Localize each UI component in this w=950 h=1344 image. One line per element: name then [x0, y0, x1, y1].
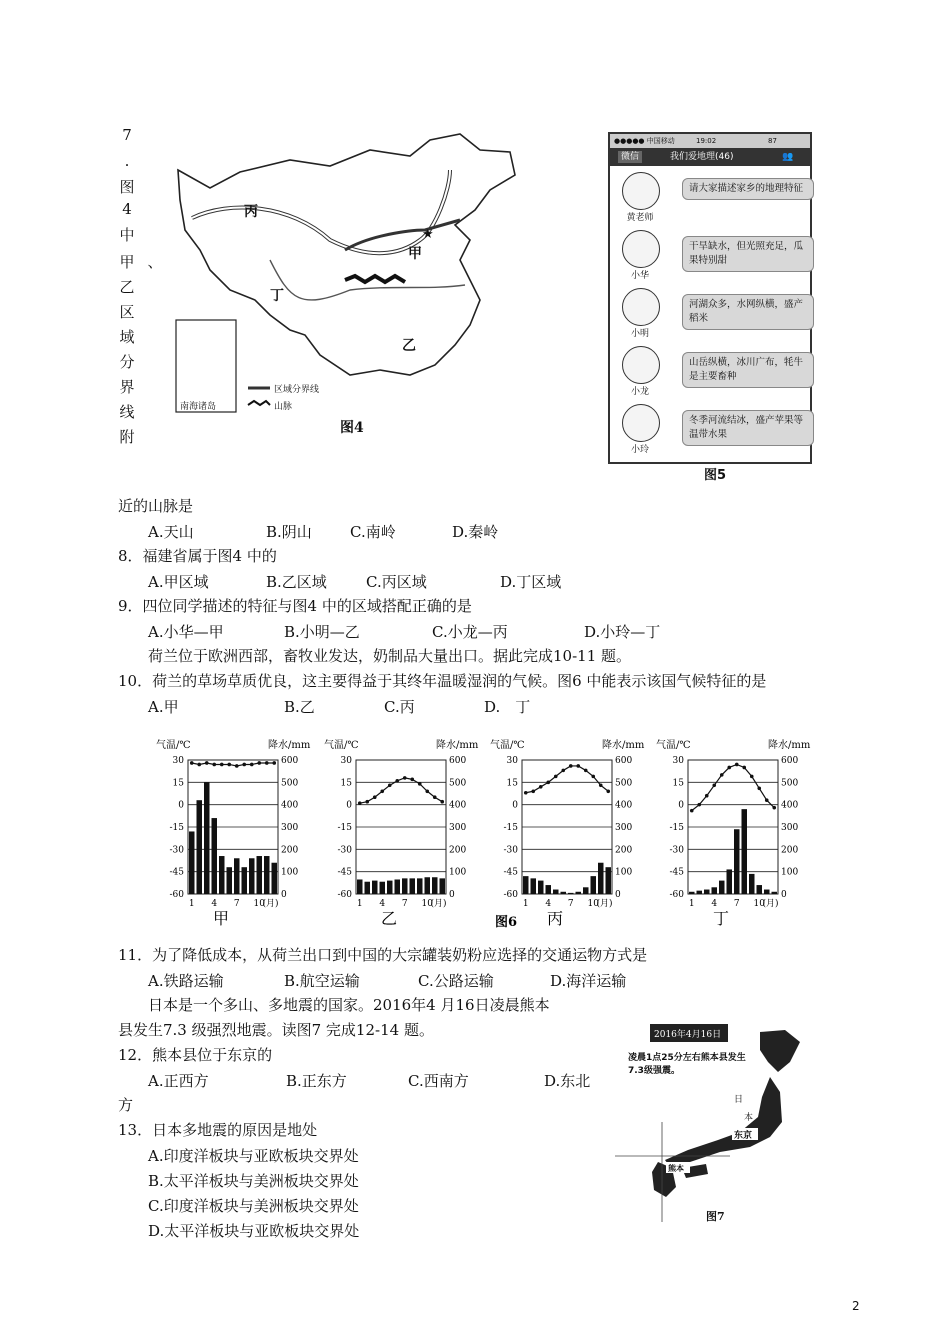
- temp-point: [250, 763, 254, 767]
- precip-bar: [764, 890, 770, 894]
- temp-point: [440, 800, 444, 804]
- precip-bar: [553, 890, 559, 894]
- temp-tick-label: -60: [337, 890, 352, 900]
- temp-point: [554, 775, 558, 779]
- japan-intro-line-2: 县发生7.3 级强烈地震。读图7 完成12-14 题。: [118, 1021, 434, 1039]
- region-boundary-line: [192, 170, 450, 253]
- temp-point: [373, 795, 377, 799]
- question-12-stem: 12．熊本县位于东京的: [118, 1046, 273, 1064]
- question-10-stem: 10．荷兰的草场草质优良，这主要得益于其终年温暖湿润的气候。图6 中能表示该国气候特征的是: [118, 672, 767, 690]
- precip-bar: [734, 829, 740, 894]
- precip-bar: [197, 800, 203, 894]
- precip-bar: [432, 877, 438, 894]
- temp-tick-label: -15: [337, 823, 352, 833]
- temp-tick-label: 15: [506, 778, 518, 789]
- temp-point: [576, 764, 580, 768]
- question-9-stem: 9．四位同学描述的特征与图4 中的区域搭配正确的是: [118, 597, 472, 615]
- q12-option: A.正西方: [148, 1072, 209, 1090]
- chart-name: 丙: [546, 909, 564, 928]
- region-yi-label: 乙: [402, 338, 416, 354]
- vertical-char: 、: [147, 253, 163, 271]
- temp-point: [190, 761, 194, 765]
- precip-bar: [402, 878, 408, 894]
- vertical-char: 4: [122, 200, 132, 218]
- vertical-char: 分: [119, 353, 135, 371]
- temp-point: [257, 761, 261, 765]
- temp-tick-label: 0: [678, 800, 684, 811]
- q8-option: B.乙区域: [266, 573, 327, 591]
- temp-point: [425, 789, 429, 793]
- temp-point: [524, 791, 528, 795]
- temp-point: [690, 809, 694, 813]
- x-tick-label: 1: [356, 899, 363, 909]
- q8-option: A.甲区域: [148, 573, 209, 591]
- precip-bar: [440, 878, 446, 894]
- status-carrier: ●●●●● 中国移动: [614, 137, 675, 145]
- temp-tick-label: 0: [178, 800, 184, 811]
- temp-tick-label: -60: [669, 890, 684, 900]
- temp-axis-label: 气温/℃: [656, 740, 691, 751]
- precip-bar: [272, 863, 278, 894]
- temp-tick-label: -15: [169, 823, 184, 833]
- precip-bar: [380, 882, 386, 894]
- temp-point: [220, 763, 224, 767]
- temp-point: [727, 766, 731, 770]
- precip-axis-label: 降水/mm: [268, 740, 311, 751]
- precip-tick-label: 0: [281, 890, 287, 900]
- precip-bar: [704, 890, 710, 894]
- mountain-range-qinling: [345, 276, 405, 282]
- x-tick-label: 7: [567, 899, 574, 909]
- q7-option: A.天山: [148, 523, 194, 541]
- precip-tick-label: 500: [615, 778, 633, 789]
- q12-option: D.东北: [544, 1072, 591, 1090]
- temp-tick-label: -15: [669, 823, 684, 833]
- precip-bar: [757, 885, 763, 894]
- precip-bar: [257, 856, 263, 894]
- temp-point: [235, 764, 239, 768]
- netherlands-intro: 荷兰位于欧洲西部，畜牧业发达，奶制品大量出口。据此完成10-11 题。: [148, 647, 632, 665]
- temp-tick-label: 15: [172, 778, 184, 789]
- q13-option: C.印度洋板块与美洲板块交界处: [148, 1197, 359, 1215]
- precip-bar: [249, 858, 255, 894]
- avatar[interactable]: [622, 230, 660, 268]
- temp-point: [569, 764, 573, 768]
- x-tick-label: 1: [188, 899, 195, 909]
- vertical-char: 线: [119, 403, 135, 421]
- avatar[interactable]: [622, 288, 660, 326]
- temp-point: [772, 806, 776, 810]
- chat-bubble: 干旱缺水，但光照充足，瓜果特别甜: [682, 236, 814, 272]
- precip-bar: [219, 856, 225, 894]
- precip-bar: [395, 879, 401, 894]
- precip-axis-label: 降水/mm: [768, 740, 811, 751]
- back-button[interactable]: 微信: [618, 151, 642, 163]
- temp-point: [735, 763, 739, 767]
- figure-7-japan-map: [610, 1022, 845, 1227]
- inset-label: 南海诸岛: [180, 402, 217, 412]
- temp-tick-label: 0: [346, 800, 352, 811]
- precip-tick-label: 300: [449, 823, 467, 833]
- precip-tick-label: 200: [449, 845, 467, 856]
- q11-option: C.公路运输: [418, 972, 494, 990]
- temp-point: [403, 776, 407, 780]
- figure-5-label: 图5: [704, 468, 727, 483]
- precip-bar: [523, 876, 529, 894]
- figure-4-label: 图4: [340, 420, 364, 436]
- precip-bar: [234, 858, 240, 894]
- q10-option: C.丙: [384, 698, 415, 716]
- precip-bar: [598, 863, 604, 894]
- temp-tick-label: -15: [503, 823, 518, 833]
- q10-option: B.乙: [284, 698, 315, 716]
- x-unit-label: (月): [762, 899, 779, 909]
- chat-bubble: 请大家描述家乡的地理特征: [682, 178, 814, 200]
- precip-tick-label: 0: [449, 890, 455, 900]
- chart-name: 甲: [212, 909, 230, 928]
- figure-6-label: 图6: [495, 915, 518, 930]
- avatar-name: 小玲: [630, 445, 649, 455]
- precip-bar: [727, 869, 733, 894]
- precip-tick-label: 600: [781, 756, 799, 766]
- precip-bar: [576, 892, 582, 894]
- temp-point: [697, 803, 701, 807]
- temp-point: [539, 785, 543, 789]
- precip-bar: [410, 878, 416, 894]
- precip-bar: [417, 878, 423, 894]
- q11-option: B.航空运输: [284, 972, 360, 990]
- x-tick-label: 7: [733, 899, 740, 909]
- temp-axis-label: 气温/℃: [324, 740, 359, 751]
- x-tick-label: 10: [753, 899, 765, 909]
- q13-option: B.太平洋板块与美洲板块交界处: [148, 1172, 359, 1190]
- temp-tick-label: 30: [506, 756, 518, 766]
- temp-tick-label: -60: [503, 890, 518, 900]
- q7-option: B.阴山: [266, 523, 312, 541]
- question-12-wrap: 方: [118, 1096, 134, 1114]
- temp-point: [757, 786, 761, 790]
- q10-option: A.甲: [148, 698, 179, 716]
- precip-tick-label: 100: [449, 867, 467, 878]
- temp-point: [720, 773, 724, 777]
- x-tick-label: 1: [522, 899, 529, 909]
- temp-point: [272, 761, 276, 765]
- q12-option: B.正东方: [286, 1072, 347, 1090]
- question-7-stem-end: 近的山脉是: [118, 497, 194, 515]
- precip-bar: [689, 892, 695, 894]
- vertical-char: 图: [119, 178, 135, 196]
- vertical-char: 附: [119, 428, 135, 446]
- precip-bar: [697, 891, 703, 894]
- region-jia-label: 甲: [408, 246, 422, 262]
- fig7-date: 2016年4月16日: [654, 1030, 722, 1040]
- precip-tick-label: 600: [281, 756, 299, 766]
- precip-bar: [387, 881, 393, 894]
- q11-option: A.铁路运输: [148, 972, 224, 990]
- temp-tick-label: -45: [669, 867, 684, 878]
- precip-bar: [425, 877, 431, 894]
- avatar[interactable]: [622, 172, 660, 210]
- chat-title: 我们爱地理(46): [670, 152, 734, 162]
- precip-bar: [546, 885, 552, 894]
- q9-option: D.小玲—丁: [584, 623, 661, 641]
- temp-tick-label: -45: [337, 867, 352, 878]
- x-tick-label: 4: [711, 899, 718, 909]
- precip-tick-label: 400: [281, 800, 299, 811]
- avatar[interactable]: [622, 346, 660, 384]
- vertical-char: 界: [119, 378, 135, 396]
- region-ding-label: 丁: [270, 288, 284, 304]
- region-bing-label: 丙: [244, 204, 258, 220]
- precip-bar: [227, 867, 233, 894]
- temp-point: [712, 784, 716, 788]
- avatar[interactable]: [622, 404, 660, 442]
- x-tick-label: 10: [253, 899, 265, 909]
- avatar-name: 小龙: [630, 387, 649, 397]
- q8-option: D.丁区域: [500, 573, 562, 591]
- temp-point: [531, 789, 535, 793]
- x-tick-label: 4: [211, 899, 218, 909]
- q12-option: C.西南方: [408, 1072, 469, 1090]
- precip-bar: [372, 881, 378, 894]
- x-unit-label: (月): [596, 899, 613, 909]
- vertical-char: 乙: [119, 278, 135, 296]
- capital-star-icon: ★: [422, 227, 434, 242]
- temp-point: [705, 794, 709, 798]
- vertical-char: .: [124, 152, 130, 170]
- temp-tick-label: 30: [340, 756, 352, 766]
- temp-tick-label: 0: [512, 800, 518, 811]
- x-unit-label: (月): [262, 899, 279, 909]
- temp-line: [526, 766, 609, 793]
- temp-point: [395, 779, 399, 783]
- temp-point: [265, 761, 269, 765]
- temp-point: [418, 782, 422, 786]
- status-battery: 87: [768, 137, 777, 145]
- q9-option: A.小华—甲: [148, 623, 224, 641]
- precip-bar: [719, 881, 725, 894]
- precip-tick-label: 200: [281, 845, 299, 856]
- precip-bar: [212, 818, 218, 894]
- precip-tick-label: 400: [615, 800, 633, 811]
- temp-tick-label: 30: [672, 756, 684, 766]
- temp-point: [242, 763, 246, 767]
- x-tick-label: 7: [401, 899, 408, 909]
- precip-tick-label: 300: [615, 823, 633, 833]
- temp-point: [591, 775, 595, 779]
- q13-option: D.太平洋板块与亚欧板块交界处: [148, 1222, 360, 1240]
- map-label-kumamoto: 熊本: [668, 1163, 684, 1173]
- precip-tick-label: 300: [781, 823, 799, 833]
- page-number: 2: [852, 1299, 860, 1313]
- temp-point: [410, 778, 414, 782]
- precip-tick-label: 100: [781, 867, 799, 878]
- vertical-char: 甲: [119, 253, 135, 271]
- figure-4-china-map: [170, 130, 525, 440]
- precip-bar: [189, 831, 195, 894]
- region-boundary-line-inner: [192, 170, 450, 253]
- temp-point: [433, 795, 437, 799]
- chart-name: 乙: [380, 909, 398, 928]
- q7-option: C.南岭: [350, 523, 396, 541]
- x-tick-label: 4: [545, 899, 552, 909]
- vertical-char: 中: [119, 226, 135, 244]
- question-8-stem: 8．福建省属于图4 中的: [118, 547, 277, 565]
- q10-option: D. 丁: [484, 698, 531, 716]
- temp-point: [606, 789, 610, 793]
- temp-line: [360, 778, 443, 803]
- x-tick-label: 1: [688, 899, 695, 909]
- temp-point: [380, 789, 384, 793]
- precip-bar: [561, 892, 567, 894]
- temp-point: [750, 775, 754, 779]
- temp-point: [584, 769, 588, 773]
- question-11-stem: 11．为了降低成本，从荷兰出口到中国的大宗罐装奶粉应选择的交通运物方式是: [118, 946, 648, 964]
- precip-tick-label: 600: [449, 756, 467, 766]
- temp-axis-label: 气温/℃: [156, 740, 191, 751]
- precip-bar: [357, 879, 363, 894]
- precip-axis-label: 降水/mm: [436, 740, 479, 751]
- temp-tick-label: 15: [340, 778, 352, 789]
- precip-bar: [772, 892, 778, 894]
- chat-header: [610, 148, 810, 166]
- q11-option: D.海洋运输: [550, 972, 627, 990]
- q13-option: A.印度洋板块与亚欧板块交界处: [148, 1147, 359, 1165]
- precip-bar: [264, 856, 270, 894]
- temp-point: [358, 801, 362, 805]
- temp-tick-label: -30: [169, 845, 184, 856]
- temp-line: [192, 763, 275, 766]
- temp-tick-label: -45: [169, 867, 184, 878]
- figure-7-label: 图7: [706, 1210, 725, 1223]
- temp-point: [205, 761, 209, 765]
- legend-boundary-label: 区域分界线: [274, 385, 320, 395]
- japan-intro-line-1: 日本是一个多山、多地震的国家。2016年4 月16日凌晨熊本: [148, 996, 550, 1014]
- precip-bar: [742, 809, 748, 894]
- temp-point: [212, 763, 216, 767]
- q9-option: B.小明—乙: [284, 623, 360, 641]
- chat-bubble: 山岳纵横，冰川广布，牦牛是主要畜种: [682, 352, 814, 388]
- precip-bar: [204, 782, 210, 894]
- temp-tick-label: -45: [503, 867, 518, 878]
- group-members-icon[interactable]: 👥: [782, 152, 794, 162]
- precip-bar: [606, 867, 612, 894]
- q8-option: C.丙区域: [366, 573, 427, 591]
- precip-tick-label: 100: [281, 867, 299, 878]
- precip-tick-label: 500: [281, 778, 299, 789]
- precip-tick-label: 500: [781, 778, 799, 789]
- precip-bar: [365, 882, 371, 894]
- vertical-char: 区: [119, 303, 135, 321]
- avatar-name: 黄老师: [626, 213, 654, 223]
- precip-bar: [568, 893, 574, 894]
- region-boundary-line-2: [345, 220, 460, 250]
- chart-name: 丁: [712, 909, 730, 928]
- precip-tick-label: 200: [615, 845, 633, 856]
- avatar-name: 小华: [630, 271, 649, 281]
- temp-axis-label: 气温/℃: [490, 740, 525, 751]
- x-unit-label: (月): [430, 899, 447, 909]
- temp-point: [365, 800, 369, 804]
- temp-tick-label: -60: [169, 890, 184, 900]
- precip-tick-label: 200: [781, 845, 799, 856]
- map-label-tokyo: 东京: [734, 1131, 753, 1141]
- precip-tick-label: 100: [615, 867, 633, 878]
- precip-tick-label: 600: [615, 756, 633, 766]
- legend-mountain-label: 山脉: [274, 402, 293, 412]
- chat-bubble: 河湖众多，水网纵横，盛产稻米: [682, 294, 814, 330]
- chat-bubble: 冬季河流结冰，盛产苹果等温带水果: [682, 410, 814, 446]
- figure-6-climate-charts: [150, 730, 820, 930]
- precip-bar: [712, 887, 718, 894]
- status-bar: [610, 134, 810, 148]
- precip-bar: [749, 874, 755, 894]
- temp-point: [599, 784, 603, 788]
- precip-bar: [591, 876, 597, 894]
- temp-tick-label: -30: [669, 845, 684, 856]
- figure-5-phone-chat: [608, 132, 812, 464]
- temp-point: [227, 763, 231, 767]
- precip-tick-label: 400: [449, 800, 467, 811]
- temp-tick-label: -30: [503, 845, 518, 856]
- fig7-caption: 凌晨1点25分左右熊本县发生7.3级强震。: [628, 1053, 746, 1076]
- temp-point: [561, 769, 565, 773]
- q7-option: D.秦岭: [452, 523, 499, 541]
- precip-tick-label: 500: [449, 778, 467, 789]
- status-time: 19:02: [696, 137, 717, 145]
- precip-tick-label: 0: [781, 890, 787, 900]
- precip-axis-label: 降水/mm: [602, 740, 645, 751]
- south-sea-inset: [176, 320, 236, 412]
- x-tick-label: 10: [421, 899, 433, 909]
- q9-option: C.小龙—丙: [432, 623, 508, 641]
- hokkaido-shape: [760, 1030, 800, 1072]
- temp-point: [765, 798, 769, 802]
- vertical-char: 域: [119, 328, 135, 346]
- temp-tick-label: 15: [672, 778, 684, 789]
- temp-tick-label: 30: [172, 756, 184, 766]
- temp-point: [388, 784, 392, 788]
- x-tick-label: 10: [587, 899, 599, 909]
- precip-bar: [242, 867, 248, 894]
- temp-line: [692, 764, 775, 810]
- precip-bar: [531, 878, 537, 894]
- temp-tick-label: -30: [337, 845, 352, 856]
- precip-bar: [538, 881, 544, 894]
- avatar-name: 小明: [630, 329, 649, 339]
- temp-point: [546, 781, 550, 785]
- precip-bar: [583, 887, 589, 894]
- temp-point: [197, 763, 201, 767]
- question-13-stem: 13．日本多地震的原因是地处: [118, 1121, 318, 1139]
- precip-tick-label: 400: [781, 800, 799, 811]
- x-tick-label: 7: [233, 899, 240, 909]
- map-label-ri: 日: [734, 1095, 744, 1105]
- precip-tick-label: 300: [281, 823, 299, 833]
- precip-tick-label: 0: [615, 890, 621, 900]
- temp-point: [742, 766, 746, 770]
- x-tick-label: 4: [379, 899, 386, 909]
- vertical-char: 7: [122, 126, 132, 144]
- map-label-ben: 本: [744, 1113, 754, 1123]
